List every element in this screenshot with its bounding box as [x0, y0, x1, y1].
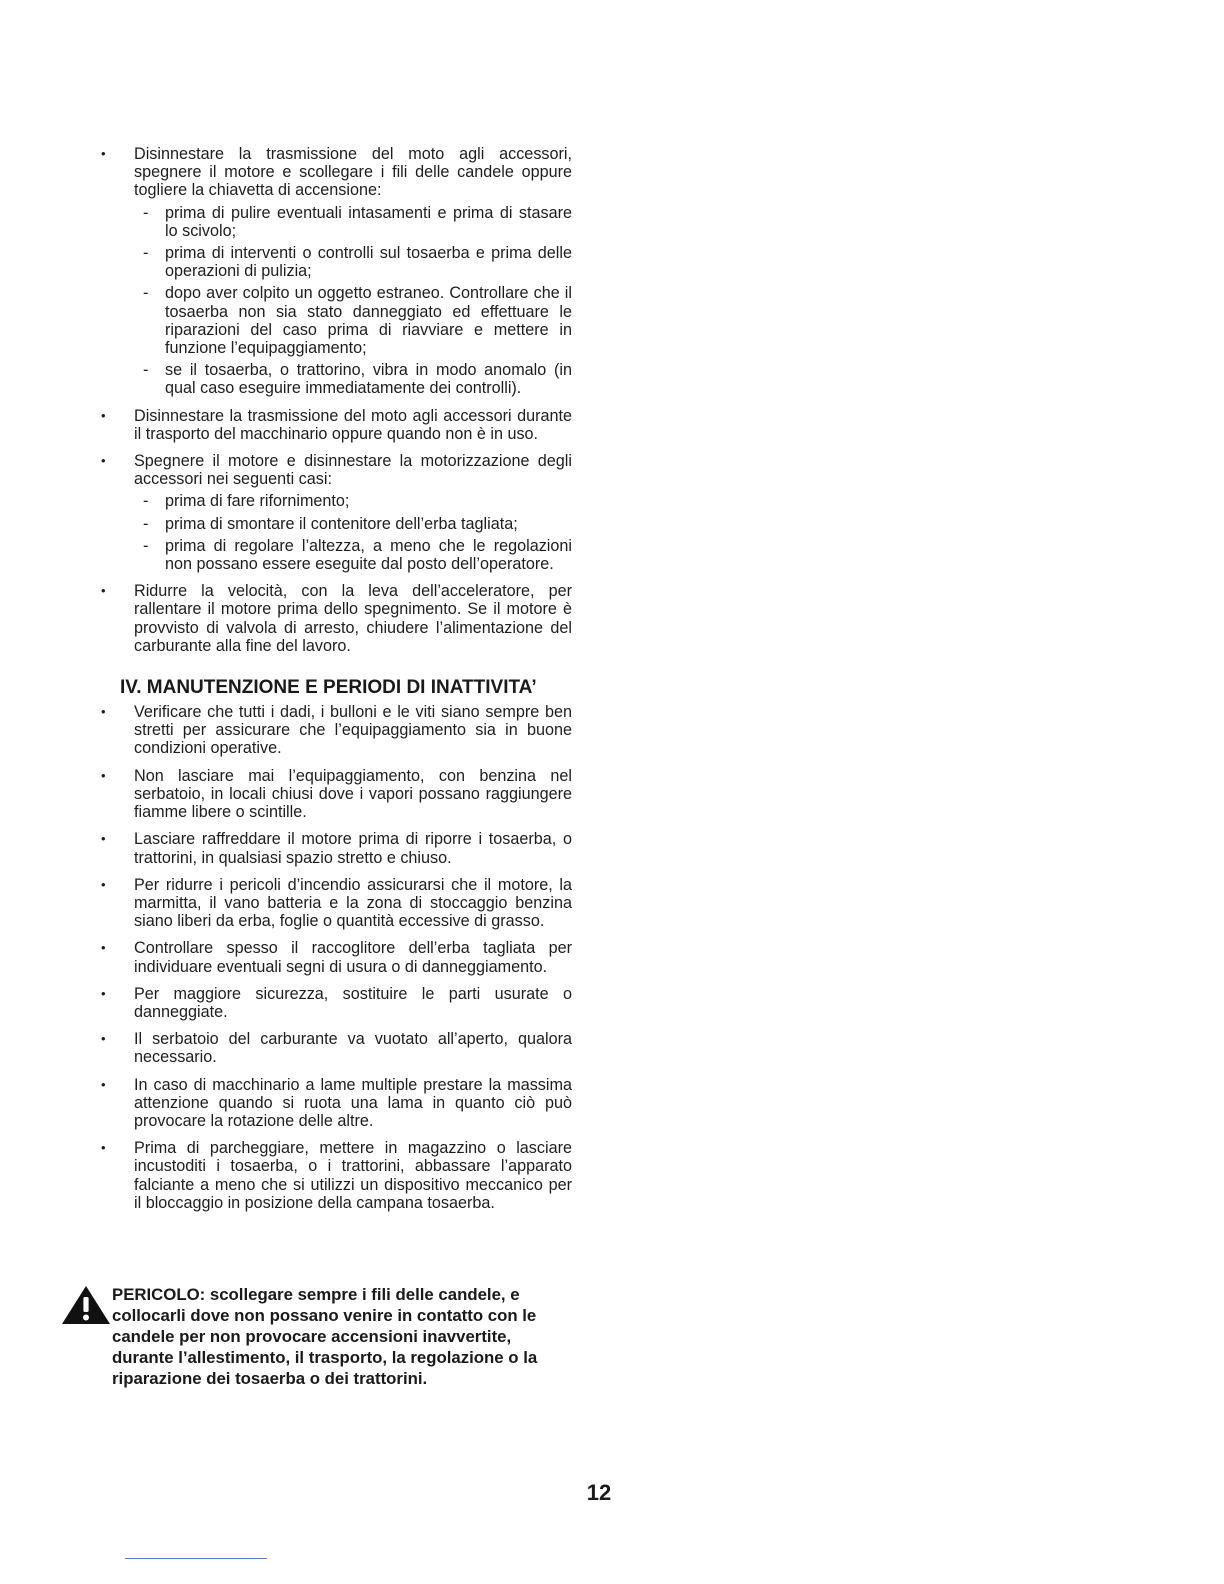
list-item-text: Spegnere il motore e disinnestare la motorizzazione degli accessori nei seguenti casi:	[134, 452, 572, 489]
list-item: • Verificare che tutti i dadi, i bulloni e le viti siano sempre ben stretti per assicurare che l’equipaggiamento sia in buone condizioni operative.	[100, 703, 572, 758]
list-item: • Non lasciare mai l’equipaggiamento, con benzina nel serbatoio, in locali chiusi dove i vapori possano raggiungere fiamme libere o scintille.	[100, 767, 572, 822]
sub-list	[134, 204, 572, 398]
danger-warning	[60, 1284, 560, 1389]
warning-triangle-icon	[60, 1284, 112, 1326]
section-heading: IV. MANUTENZIONE E PERIODI DI INATTIVITA’	[120, 677, 537, 699]
warning-text: PERICOLO: scollegare sempre i fili delle candele, e collocarli dove non possano venire in contatto con le candele per non provocare accensioni inavvertite, durante l’allestimento, il trasporto, la regolazione o la riparazione dei tosaerba o dei trattorini.	[112, 1285, 538, 1388]
list-item: • Prima di parcheggiare, mettere in magazzino o lasciare incustoditi i tosaerba, o i trattorini, abbassare l’apparato falciante a meno che si utilizzi un dispositivo meccanico per il bloccaggio in posizione della campana tosaerba.	[100, 1139, 572, 1212]
sub-list-item: - prima di regolare l’altezza, a meno che le regolazioni non possano essere eseguite dal posto dell’operatore.	[134, 537, 572, 573]
sub-list	[134, 492, 572, 573]
list-item	[100, 145, 572, 398]
list-item	[100, 452, 572, 573]
list-item: • Per maggiore sicurezza, sostituire le parti usurate o danneggiate.	[100, 985, 572, 1021]
list-item	[100, 407, 572, 443]
sub-list-item: - prima di interventi o controlli sul tosaerba e prima delle operazioni di pulizia;	[134, 244, 572, 280]
list-item: • Il serbatoio del carburante va vuotato all’aperto, qualora necessario.	[100, 1030, 572, 1066]
sub-list-item: - dopo aver colpito un oggetto estraneo. Controllare che il tosaerba non sia stato danneggiato ed effettuare le riparazioni del caso prima di riavviare e mettere in funzione l’equipaggiamento;	[134, 284, 572, 357]
safety-list-a	[100, 145, 572, 655]
list-item: • Controllare spesso il raccoglitore dell’erba tagliata per individuare eventuali segni di usura o di danneggiamento.	[100, 939, 572, 975]
sub-list-item: - prima di pulire eventuali intasamenti e prima di stasare lo scivolo;	[134, 204, 572, 240]
list-item-text: Ridurre la velocità, con la leva dell’acceleratore, per rallentare il motore prima dello spegnimento. Se il motore è provvisto di valvola di arresto, chiudere l’alimentazione del carburante alla fine del lavoro.	[134, 582, 572, 655]
document-body	[100, 145, 572, 1221]
page-number: 12	[586, 1480, 612, 1505]
sub-list-item: - prima di fare rifornimento;	[134, 492, 572, 510]
sub-list-item: - se il tosaerba, o trattorino, vibra in modo anomalo (in qual caso eseguire immediatamente dei controlli).	[134, 361, 572, 397]
list-item: • Lasciare raffreddare il motore prima di riporre i tosaerba, o trattorini, in qualsiasi spazio stretto e chiuso.	[100, 830, 572, 866]
sub-list-item: - prima di smontare il contenitore dell’erba tagliata;	[134, 515, 572, 533]
footer-rule	[125, 1558, 267, 1559]
list-item: • Per ridurre i pericoli d’incendio assicurarsi che il motore, la marmitta, il vano batteria e la zona di stoccaggio benzina siano liberi da erba, foglie o quantità eccessive di grasso.	[100, 876, 572, 931]
maintenance-list	[100, 703, 572, 1212]
list-item-text: Disinnestare la trasmissione del moto agli accessori durante il trasporto del macchinario oppure quando non è in uso.	[134, 406, 572, 443]
list-item	[100, 582, 572, 655]
list-item: • In caso di macchinario a lame multiple prestare la massima attenzione quando si ruota una lama in quanto ciò può provocare la rotazione delle altre.	[100, 1076, 572, 1131]
list-item-text: Disinnestare la trasmissione del moto agli accessori, spegnere il motore e scollegare i fili delle candele oppure togliere la chiavetta di accensione:	[134, 145, 572, 200]
